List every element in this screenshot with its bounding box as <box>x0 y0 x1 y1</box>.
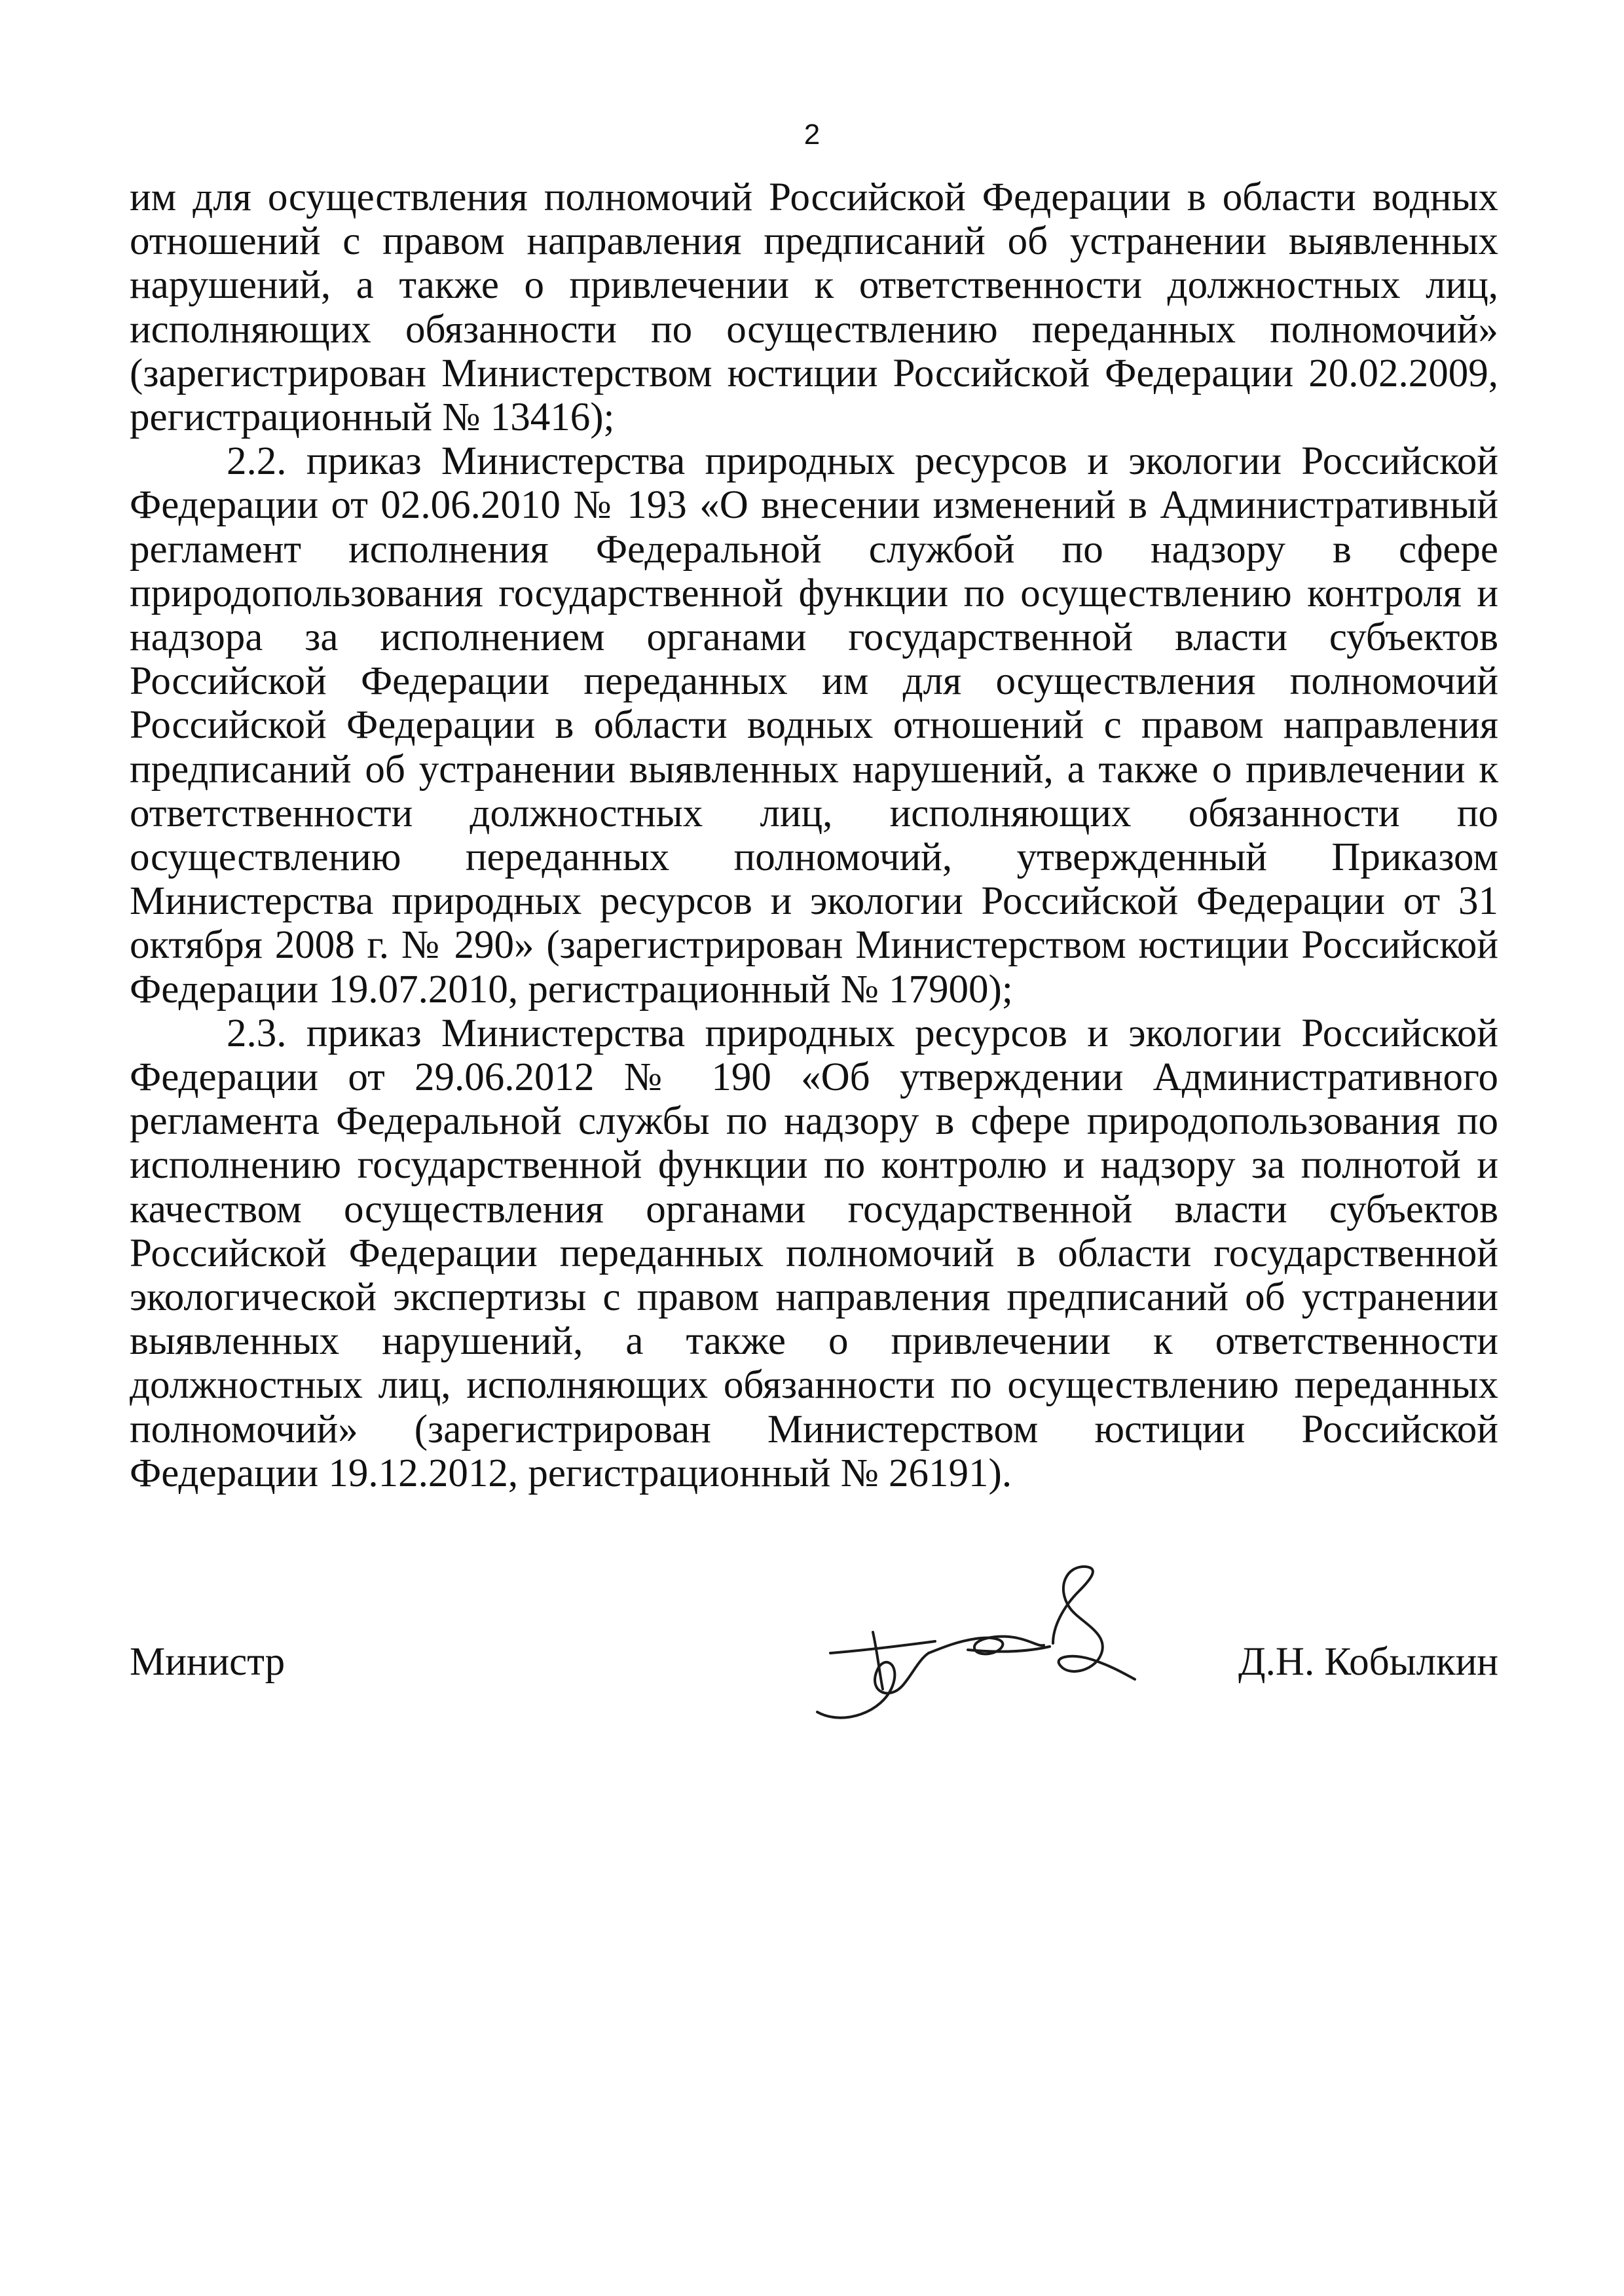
paragraph-item-2-3: 2.3. приказ Министерства природных ресурсов и экологии Российской Федерации от 29.06.2012 № 190 «Об утверждении Административного регламента Федеральной службы по надзору в сфере природопользования по исполнению государственной функции по контролю и надзору за полнотой и качеством осуществления органами государственной власти субъектов Российской Федерации переданных полномочий в области государственной экологической экспертизы с правом направления предписаний об устранении выявленных нарушений, а также о привлечении к ответственности должностных лиц, исполняющих обязанности по осуществлению переданных полномочий» (зарегистрирован Министерством юстиции Российской Федерации 19.12.2012, регистрационный № 26191). <box>130 1011 1498 1495</box>
signatory-name: Д.Н. Кобылкин <box>1238 1640 1498 1684</box>
signatory-title: Министр <box>130 1640 286 1684</box>
paragraph-item-2-2: 2.2. приказ Министерства природных ресурсов и экологии Российской Федерации от 02.06.2010 № 193 «О внесении изменений в Административный регламент исполнения Федеральной службой по надзору в сфере природопользования государственной функции по осуществлению контроля и надзора за исполнением органами государственной власти субъектов Российской Федерации переданных им для осуществления полномочий Российской Федерации в области водных отношений с правом направления предписаний об устранении выявленных нарушений, а также о привлечении к ответственности должностных лиц, исполняющих обязанности по осуществлению переданных полномочий, утвержденный Приказом Министерства природных ресурсов и экологии Российской Федерации от 31 октября 2008 г. № 290» (зарегистрирован Министерством юстиции Российской Федерации 19.07.2010, регистрационный № 17900); <box>130 439 1498 1011</box>
handwritten-signature <box>804 1555 1276 1732</box>
document-body <box>130 175 1498 1495</box>
signature-block <box>130 1555 1498 1738</box>
page-number: 2 <box>803 118 821 151</box>
paragraph-continuation: им для осуществления полномочий Российской Федерации в области водных отношений с правом направления предписаний об устранении выявленных нарушений, а также о привлечении к ответственности должностных лиц, исполняющих обязанности по осуществлению переданных полномочий» (зарегистрирован Министерством юстиции Российской Федерации 20.02.2009, регистрационный № 13416); <box>130 175 1498 440</box>
